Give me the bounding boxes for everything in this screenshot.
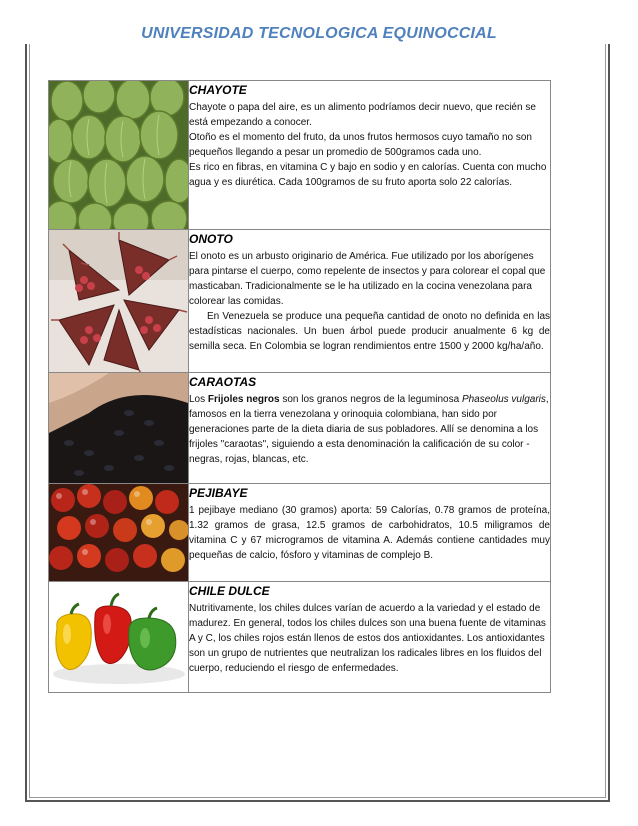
chayote-paragraph-1: Chayote o papa del aire, es un alimento podríamos decir nuevo, que recién se está empezando a conocer.	[189, 102, 536, 128]
pejibaye-title: PEJIBAYE	[189, 486, 248, 500]
table-row-chile-dulce	[49, 582, 551, 693]
caraotas-text-cell	[189, 373, 551, 484]
chile-dulce-text-cell	[189, 582, 551, 693]
page-header	[0, 24, 638, 44]
pejibaye-image	[49, 484, 188, 581]
chayote-paragraph-3: Es rico en fibras, en vitamina C y bajo en sodio y en calorías. Cuenta con mucho agua y es diurética. Cada 100gramos de su fruto aporta solo 22 calorías.	[189, 162, 547, 188]
chile-dulce-paragraph: Nutritivamente, los chiles dulces varían de acuerdo a la variedad y el estado de madurez. En general, todos los chiles dulces son una buena fuente de vitaminas A y C, los chiles rojos están llenos de estos dos antioxidantes. Los antioxidantes son un grupo de nutrientes que neutralizan los radicales libres en los fluidos del cuerpo, reduciendo el riesgo de enfermedades.	[189, 603, 546, 674]
chile-dulce-image-cell	[49, 582, 189, 693]
caraotas-mid: son los granos negros de la leguminosa	[279, 394, 462, 405]
caraotas-rest: , famosos en la tierra venezolana y orinoquia colombiana, han sido por generaciones parte de la dieta diaria de sus pobladores. Allí se denomina a los frijoles "caraotas", siguiendo a esta denominación la calificación de su color - negras, rojas, blancas, etc.	[189, 394, 549, 465]
caraotas-title: CARAOTAS	[189, 375, 257, 389]
pejibaye-paragraph: 1 pejibaye mediano (30 gramos) aporta: 59 Calorías, 0.78 gramos de proteína, 1.32 gramos de grasa, 12.5 gramos de carbohidratos, 10.5 miligramos de vitamina C y 67 microgramos de vitamina A. Además contiene cantidades muy pequeñas de calcio, fósforo y vitaminas de complejo B.	[189, 505, 550, 561]
caraotas-image-cell	[49, 373, 189, 484]
onoto-image	[49, 230, 188, 372]
chayote-title: CHAYOTE	[189, 83, 247, 97]
table-row-onoto	[49, 230, 551, 373]
chayote-text-cell	[189, 81, 551, 230]
chile-dulce-title: CHILE DULCE	[189, 584, 270, 598]
table-row-pejibaye	[49, 484, 551, 582]
pejibaye-image-cell	[49, 484, 189, 582]
table-row-caraotas	[49, 373, 551, 484]
chayote-image-cell	[49, 81, 189, 230]
chile-dulce-image	[49, 582, 188, 692]
onoto-image-cell	[49, 230, 189, 373]
caraotas-lead: Los	[189, 394, 208, 405]
header-title: UNIVERSIDAD TECNOLOGICA EQUINOCCIAL	[141, 25, 497, 42]
onoto-paragraph-1: El onoto es un arbusto originario de América. Fue utilizado por los aborígenes para pintarse el cuerpo, como repelente de insectos y para colorear el copal que masticaban. Tradicionalmente se le ha utilizado en la cocina venezolana para colorear las comidas.	[189, 251, 546, 307]
table-row-chayote	[49, 81, 551, 230]
chayote-paragraph-2: Otoño es el momento del fruto, da unos frutos hermosos cuyo tamaño no son pequeños llegando a pesar un promedio de 500gramos cada uno.	[189, 132, 532, 158]
onoto-paragraph-2: En Venezuela se produce una pequeña cantidad de onoto no definida en las estadísticas nacionales. Un buen árbol puede producir anualmente 6 kg de semilla seca. En Colombia se logran rendimientos entre 1500 y 2000 kg/ha/año.	[189, 311, 550, 352]
food-table	[48, 80, 551, 693]
onoto-text-cell	[189, 230, 551, 373]
caraotas-image	[49, 373, 188, 483]
caraotas-bold-term: Frijoles negros	[207, 394, 280, 405]
caraotas-paragraph	[189, 392, 550, 467]
chayote-image	[49, 81, 188, 229]
caraotas-scientific-name: Phaseolus vulgaris	[461, 394, 546, 405]
onoto-title: ONOTO	[189, 232, 233, 246]
pejibaye-text-cell	[189, 484, 551, 582]
